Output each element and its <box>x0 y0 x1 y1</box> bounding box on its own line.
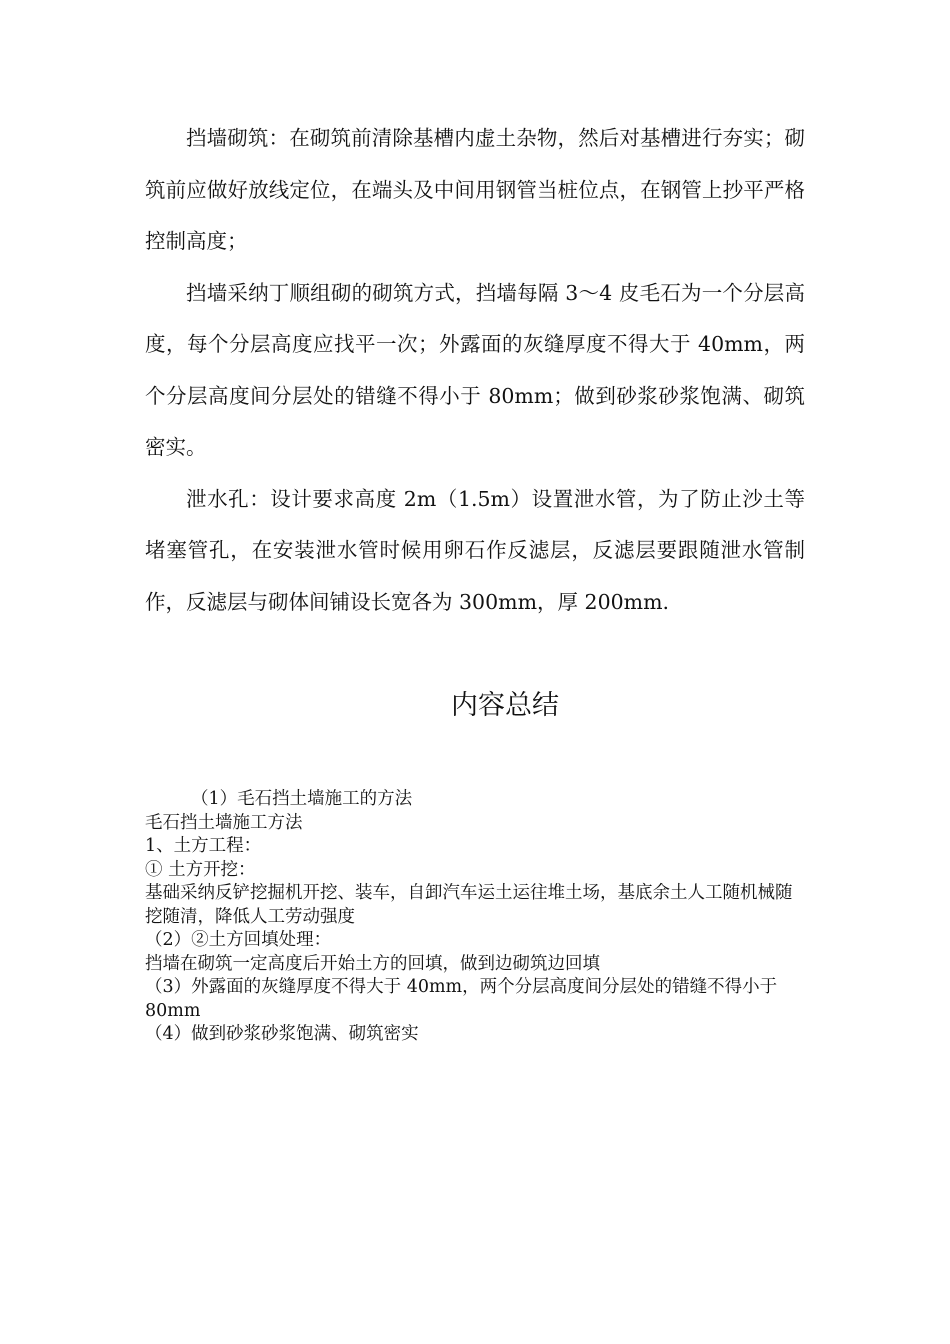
body-text <box>145 113 805 628</box>
paragraph-wall-masonry: 挡墙砌筑：在砌筑前清除基槽内虚土杂物，然后对基槽进行夯实；砌筑前应做好放线定位，在端头及中间用钢管当桩位点，在钢管上抄平严格控制高度； <box>145 126 805 253</box>
summary-line-1: （1）毛石挡土墙施工的方法 <box>191 789 413 809</box>
summary-title: 内容总结 <box>451 690 559 721</box>
summary-line-8: （3）外露面的灰缝厚度不得大于 40mm，两个分层高度间分层处的错缝不得小于 80mm <box>145 977 778 1021</box>
summary-line-5: 基础采纳反铲挖掘机开挖、装车，自卸汽车运土运往堆土场，基底余土人工随机械随挖随清，降低人工劳动强度 <box>145 883 793 927</box>
summary-line-9: （4）做到砂浆砂浆饱满、砌筑密实 <box>145 1024 419 1044</box>
paragraph-masonry-method: 挡墙采纳丁顺组砌的砌筑方式，挡墙每隔 3～4 皮毛石为一个分层高度，每个分层高度应找平一次；外露面的灰缝厚度不得大于 40mm，两个分层高度间分层处的错缝不得小于 80mm；做到砂浆砂浆饱满、砌筑密实。 <box>145 280 805 459</box>
summary-block <box>145 788 805 1047</box>
summary-line-4: ① 土方开挖： <box>145 859 256 880</box>
summary-line-2: 毛石挡土墙施工方法 <box>145 812 303 833</box>
paragraph-drain-holes: 泄水孔：设计要求高度 2m（1.5m）设置泄水管，为了防止沙土等堵塞管孔，在安装泄水管时候用卵石作反滤层，反滤层要跟随泄水管制作，反滤层与砌体间铺设长宽各为 300mm，厚 200mm. <box>145 486 805 614</box>
summary-line-3: 1、土方工程： <box>145 836 262 856</box>
summary-line-6: （2）②土方回填处理： <box>145 930 332 950</box>
summary-line-7: 挡墙在砌筑一定高度后开始土方的回填，做到边砌筑边回填 <box>145 953 600 974</box>
